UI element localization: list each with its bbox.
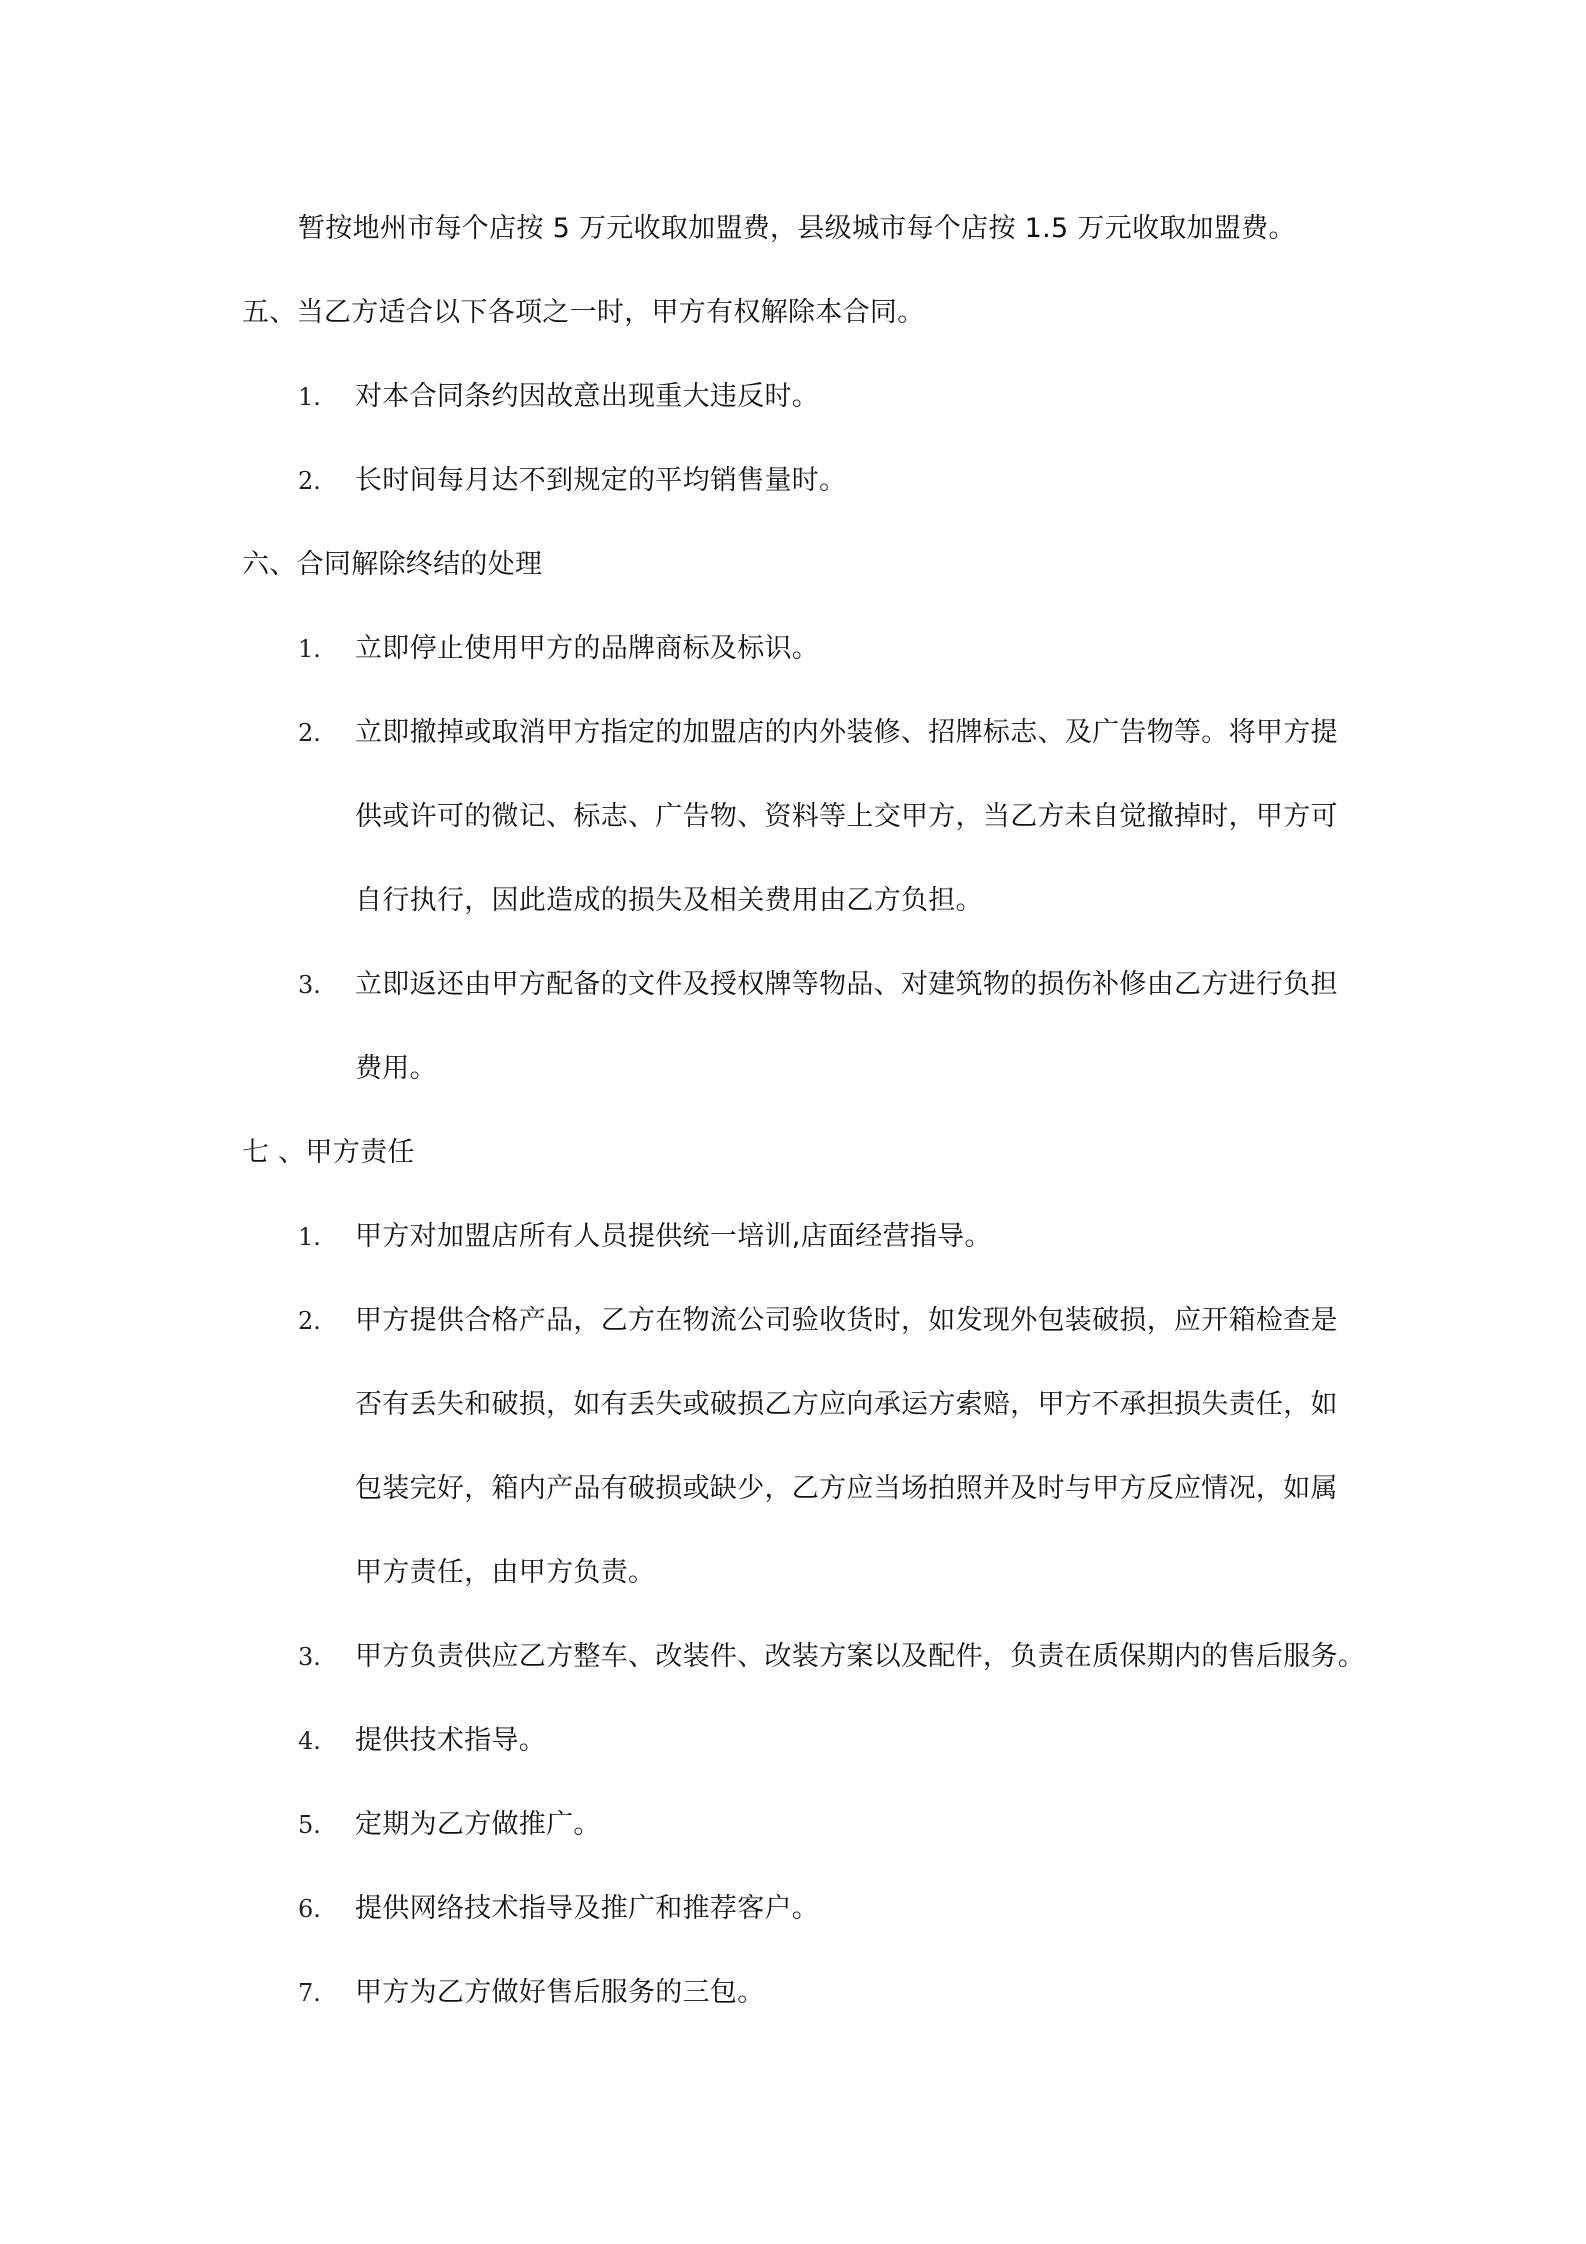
section6-heading: 六、合同解除终结的处理	[242, 549, 543, 580]
section7-item4-number: 4.	[298, 1727, 321, 1755]
section7-item6-line1: 提供网络技术指导及推广和推荐客户。	[355, 1893, 820, 1924]
section6-item2-line1: 立即撤掉或取消甲方指定的加盟店的内外装修、招牌标志、及广告物等。将甲方提	[355, 717, 1338, 748]
section6-item2-line3: 自行执行，因此造成的损失及相关费用由乙方负担。	[355, 885, 983, 916]
section5-item1-number: 1.	[298, 383, 321, 411]
section5-heading: 五、当乙方适合以下各项之一时，甲方有权解除本合同。	[242, 297, 925, 328]
section7-item7-line1: 甲方为乙方做好售后服务的三包。	[355, 1977, 765, 2008]
section6-item3-line2: 费用。	[355, 1053, 437, 1084]
intro-line: 暂按地州市每个店按 5 万元收取加盟费，县级城市每个店按 1.5 万元收取加盟费。	[298, 213, 1296, 244]
section7-item5-line1: 定期为乙方做推广。	[355, 1809, 601, 1840]
section6-item3-line1: 立即返还由甲方配备的文件及授权牌等物品、对建筑物的损伤补修由乙方进行负担	[355, 969, 1338, 1000]
section5-item1-line1: 对本合同条约因故意出现重大违反时。	[355, 381, 820, 412]
section7-item2-line1: 甲方提供合格产品，乙方在物流公司验收货时，如发现外包装破损，应开箱检查是	[355, 1305, 1338, 1336]
section7-item3-number: 3.	[298, 1643, 321, 1671]
section7-item2-number: 2.	[298, 1307, 321, 1335]
section7-item3-line1: 甲方负责供应乙方整车、改装件、改装方案以及配件，负责在质保期内的售后服务。	[355, 1641, 1366, 1672]
section6-item1-line1: 立即停止使用甲方的品牌商标及标识。	[355, 633, 820, 664]
section5-item2-line1: 长时间每月达不到规定的平均销售量时。	[355, 465, 847, 496]
section7-item6-number: 6.	[298, 1895, 321, 1923]
section7-item2-line4: 甲方责任，由甲方负责。	[355, 1557, 656, 1588]
section7-item7-number: 7.	[298, 1979, 321, 2007]
section7-item5-number: 5.	[298, 1811, 321, 1839]
section6-item2-number: 2.	[298, 719, 321, 747]
section6-item3-number: 3.	[298, 971, 321, 999]
section7-heading: 七 、甲方责任	[242, 1137, 415, 1168]
section7-item2-line2: 否有丢失和破损，如有丢失或破损乙方应向承运方索赔，甲方不承担损失责任，如	[355, 1389, 1338, 1420]
section7-item1-number: 1.	[298, 1223, 321, 1251]
section6-item2-line2: 供或许可的微记、标志、广告物、资料等上交甲方，当乙方未自觉撤掉时，甲方可	[355, 801, 1338, 832]
section7-item2-line3: 包装完好，箱内产品有破损或缺少，乙方应当场拍照并及时与甲方反应情况，如属	[355, 1473, 1338, 1504]
section6-item1-number: 1.	[298, 635, 321, 663]
section7-item1-line1: 甲方对加盟店所有人员提供统一培训,店面经营指导。	[355, 1221, 992, 1252]
section7-item4-line1: 提供技术指导。	[355, 1725, 547, 1756]
section5-item2-number: 2.	[298, 467, 321, 495]
